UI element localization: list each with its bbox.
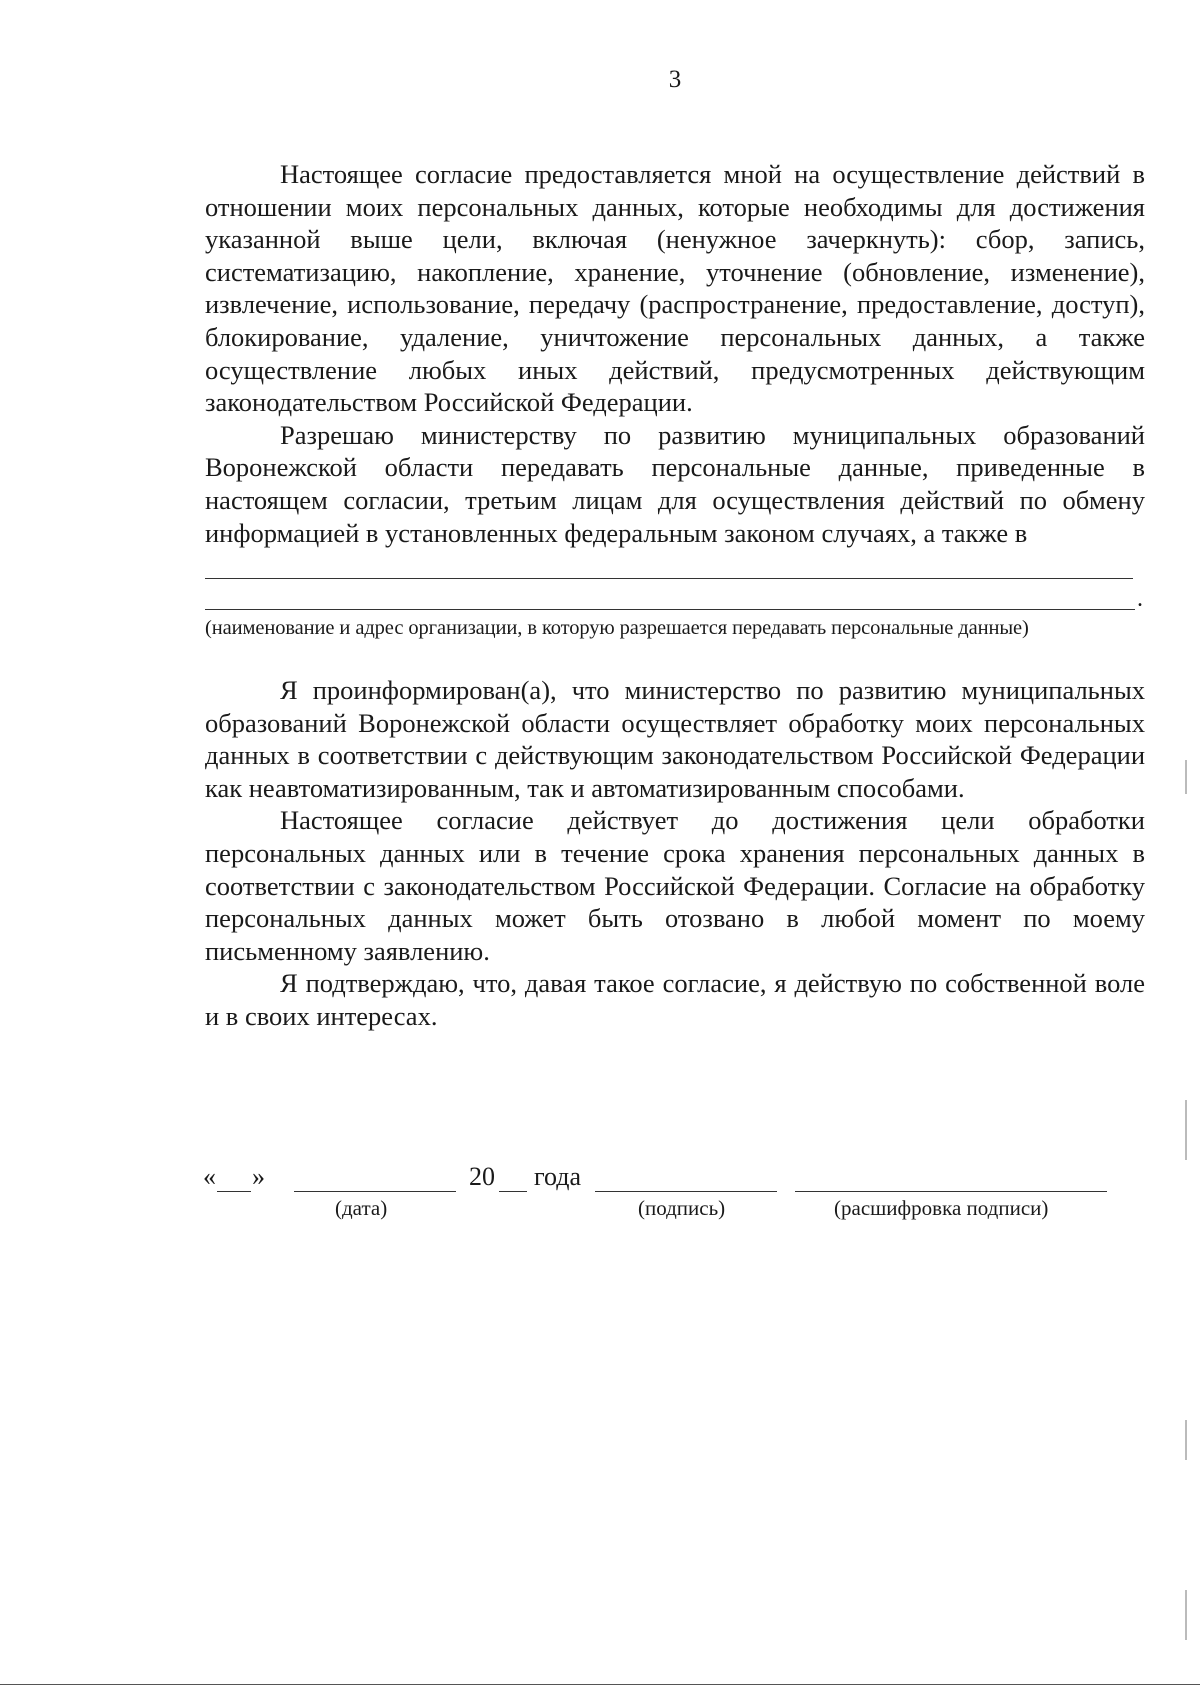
open-quote: « (203, 1162, 216, 1191)
paragraph-validity: Настоящее согласие действует до достижения цели обработки персональных данных или в течение срока хранения персональных данных в соответствии с законодательством Российской Федерации. Согласие на обработку персональных данных может быть отозвано в любой момент по моему письменному заявлению. (205, 805, 1145, 966)
scan-artifact (1185, 760, 1187, 794)
signature-caption: (подпись) (638, 1196, 726, 1220)
scan-artifact (1185, 1100, 1187, 1160)
organization-fill-line-1 (205, 578, 1133, 579)
line-end-mark: . (1137, 586, 1143, 612)
paragraph-actions: Настоящее согласие предоставляется мной на осуществление действий в отношении моих персональных данных, которые необходимы для достижения указанной выше цели, включая (ненужное зачеркнуть): сбор, запись, систематизацию, накопление, хранение, уточнение (обновление, изменение), извлечение, использование, передачу (распространение, предоставление, доступ), блокирование, удаление, уничтожение персональных данных, а также осуществление любых иных действий, предусмотренных действующим законодательством Российской Федерации. (205, 159, 1145, 418)
bottom-edge-line (0, 1684, 1200, 1685)
consent-text-top (205, 158, 1145, 549)
signature-blank-line (595, 1191, 777, 1192)
scan-artifact (1185, 1590, 1187, 1640)
scan-artifact (1185, 1420, 1187, 1460)
paragraph-informed: Я проинформирован(а), что министерство по развитию муниципальных образований Воронежской области осуществляет обработку моих персональных данных в соответствии с действующим законодательством Российской Федерации как неавтоматизированным, так и автоматизированным способами. (205, 675, 1145, 803)
year-suffix: года (534, 1162, 582, 1191)
paragraph-confirmation: Я подтверждаю, что, давая такое согласие, я действую по собственной воле и в своих интересах. (205, 968, 1145, 1031)
decoding-caption: (расшифровка подписи) (834, 1196, 1049, 1220)
organization-caption: (наименование и адрес организации, в которую разрешается передавать персональные данные) (205, 617, 1029, 639)
organization-fill-line-2 (205, 609, 1135, 610)
decoding-blank-line (795, 1191, 1107, 1192)
paragraph-transfer-permission: Разрешаю министерству по развитию муниципальных образований Воронежской области передавать персональные данные, приведенные в настоящем согласии, третьим лицам для осуществления действий по обмену информацией в установленных федеральным законом случаях, а также в (205, 419, 1145, 548)
year-blank-line (499, 1191, 527, 1192)
page-number: 3 (668, 66, 682, 93)
consent-text-bottom (205, 674, 1145, 1033)
year-prefix: 20 (469, 1162, 495, 1191)
close-quote: » (252, 1162, 265, 1191)
month-blank-line (294, 1191, 456, 1192)
day-blank-line (217, 1191, 251, 1192)
date-caption: (дата) (335, 1196, 388, 1220)
